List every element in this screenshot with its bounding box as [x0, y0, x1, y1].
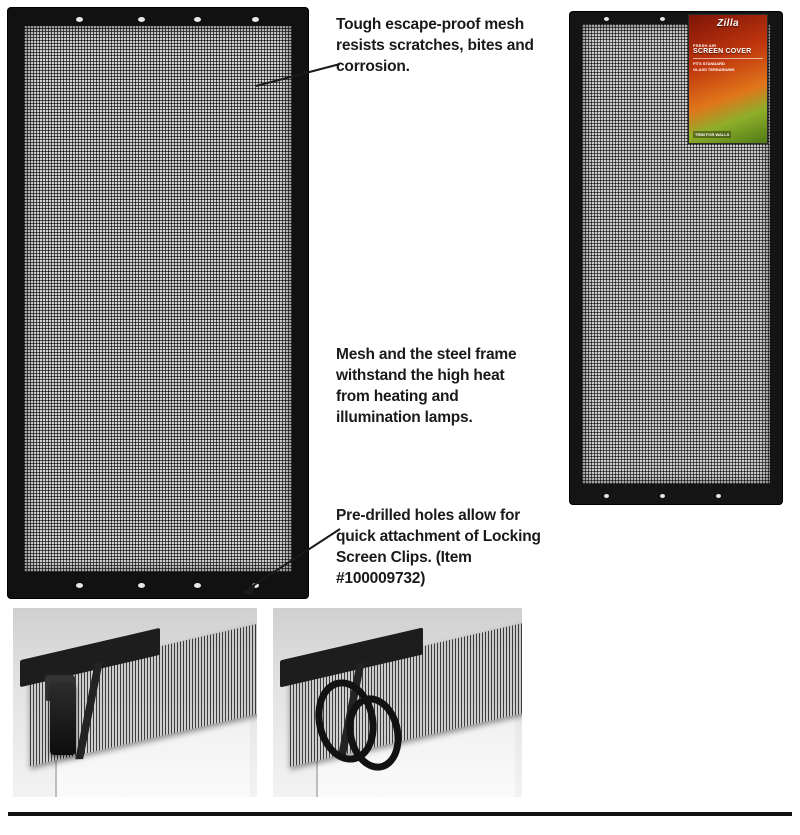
rivet	[604, 494, 609, 498]
rivet	[194, 583, 201, 588]
leader-line-holes	[240, 525, 344, 595]
label-subtitle: FRESH AIR	[693, 43, 717, 48]
package-label	[688, 14, 768, 144]
rivet	[138, 17, 145, 22]
rivet	[252, 17, 259, 22]
brand-name: Zilla	[716, 18, 739, 29]
rivet	[76, 583, 83, 588]
rivet	[660, 17, 665, 21]
label-title: SCREEN COVER	[693, 48, 752, 55]
leader-line-mesh	[250, 60, 342, 90]
label-badge: TRIM FOR WALLS	[695, 132, 730, 137]
callout-text-mesh: Tough escape-proof mesh resists scratches, bites and corrosion.	[336, 16, 534, 75]
label-note-line2: GLASS TERRARIUMS	[693, 66, 735, 72]
rivet	[76, 17, 83, 22]
rivet	[716, 494, 721, 498]
product-image-main-screen	[8, 8, 308, 598]
callout-text-holes: Pre-drilled holes allow for quick attachment of Locking Screen Clips. (Item #100009732)	[336, 507, 541, 587]
callout-text-heat: Mesh and the steel frame withstand the high heat from heating and illumination lamps.	[336, 346, 517, 426]
rivet	[138, 583, 145, 588]
mesh-surface-main	[24, 26, 292, 572]
detail-photo-ring-clip	[270, 605, 525, 800]
locking-screen-clip	[50, 683, 76, 755]
rivet	[660, 494, 665, 498]
page-divider	[8, 812, 792, 816]
label-divider	[693, 58, 763, 59]
rivet	[194, 17, 201, 22]
rivet	[604, 17, 609, 21]
label-note-line1: FITS STANDARD	[693, 61, 725, 66]
detail-photo-locking-clip	[10, 605, 260, 800]
